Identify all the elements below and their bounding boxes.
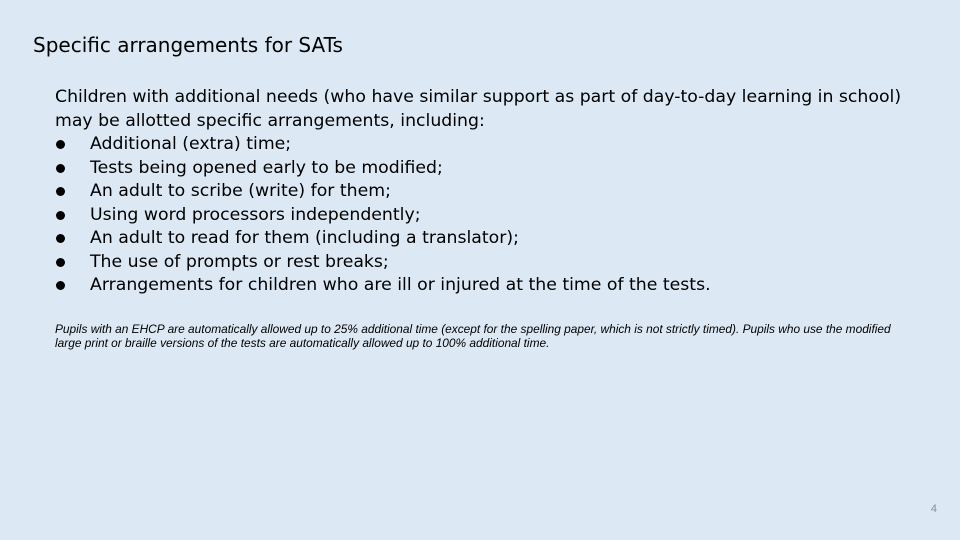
bullet-dot-icon: [56, 187, 65, 196]
bullet-dot-icon: [56, 164, 65, 173]
bullet-dot-icon: [56, 140, 65, 149]
bullet-dot-icon: [56, 281, 65, 290]
list-item: [55, 251, 935, 275]
list-item-text: Additional (extra) time;: [90, 134, 292, 154]
list-item: [55, 227, 935, 251]
list-item: [55, 274, 935, 298]
bullet-dot-icon: [56, 258, 65, 267]
bullet-dot-icon: [56, 234, 65, 243]
slide-body: [55, 86, 935, 351]
page-number: 4: [930, 503, 937, 515]
arrangements-list: [55, 133, 935, 298]
list-item-text: The use of prompts or rest breaks;: [90, 251, 389, 272]
list-item-text: Using word processors independently;: [90, 204, 421, 225]
list-item: [55, 157, 935, 181]
list-item-text: An adult to read for them (including a translator);: [90, 228, 519, 248]
list-item-text: An adult to scribe (write) for them;: [90, 181, 391, 201]
bullet-dot-icon: [56, 211, 65, 220]
slide-title: Specific arrangements for SATs: [33, 33, 343, 57]
list-item-text: Arrangements for children who are ill or injured at the time of the tests.: [90, 275, 711, 295]
intro-text: Children with additional needs (who have similar support as part of day-to-day learning in school) may be allotted specific arrangements, including:: [55, 87, 902, 131]
list-item: [55, 180, 935, 204]
footnote-text: Pupils with an EHCP are automatically allowed up to 25% additional time (except for the spelling paper, which is not strictly timed). Pupils who use the modified large print or braille versions of the tests are automatically allowed up to 100% additional time.: [55, 321, 891, 350]
list-item: [55, 133, 935, 157]
list-item: [55, 204, 935, 228]
list-item-text: Tests being opened early to be modified;: [90, 157, 443, 178]
